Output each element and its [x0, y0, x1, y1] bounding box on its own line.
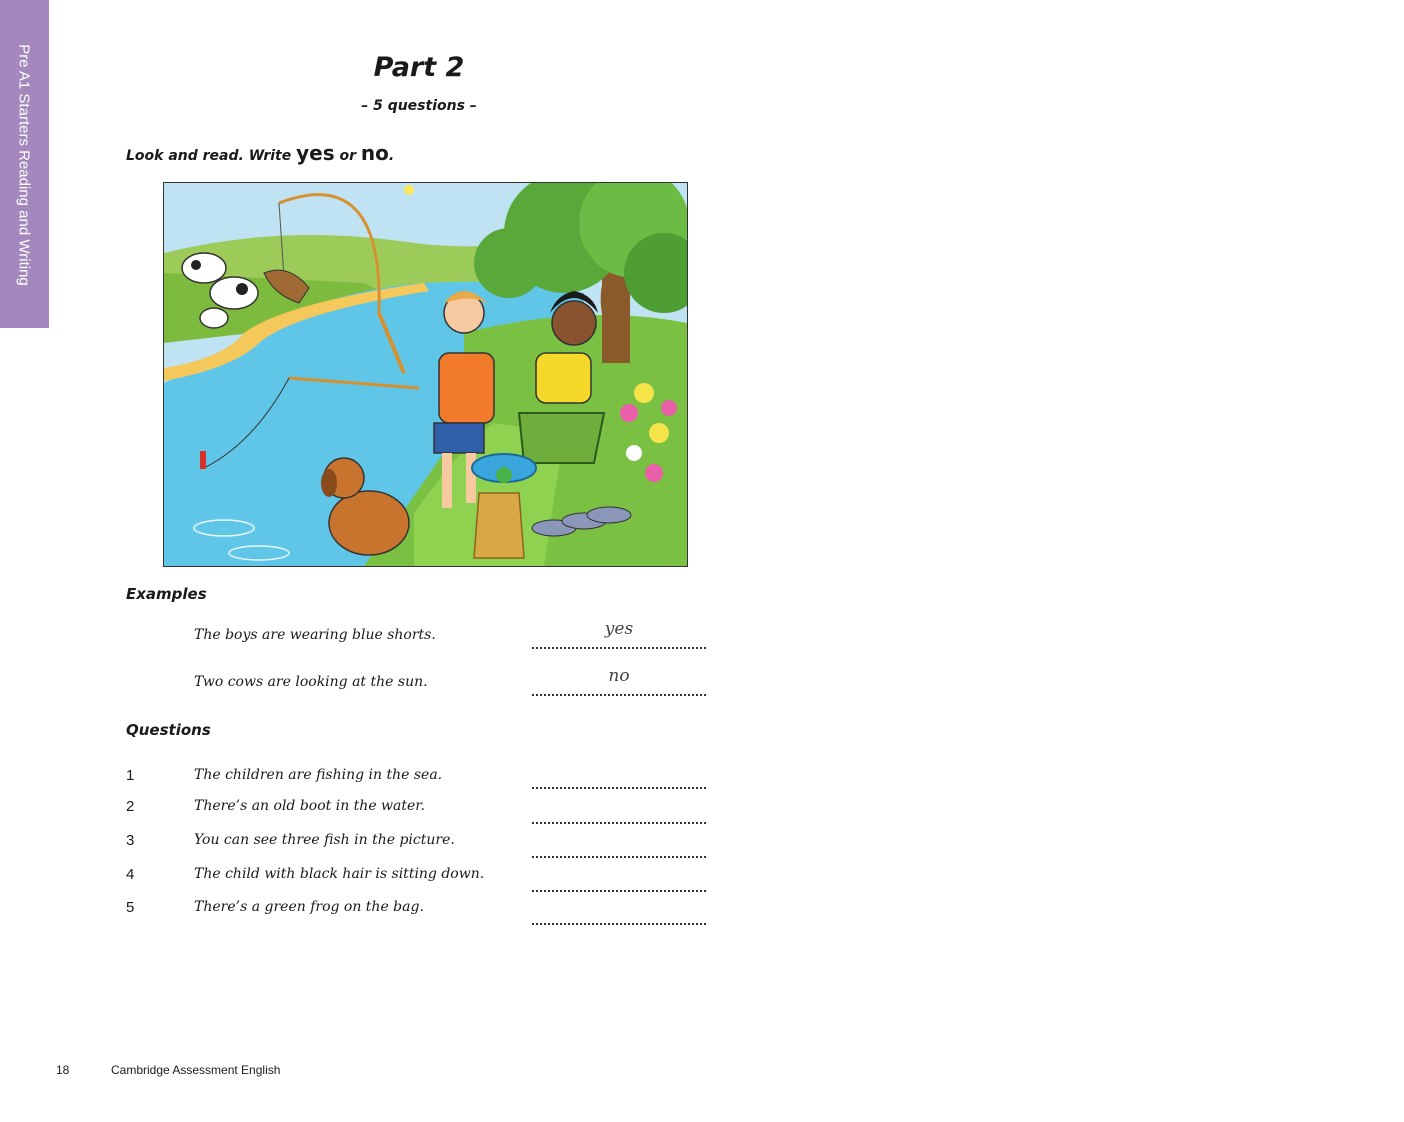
instruction-prefix: Look and read. Write	[126, 148, 297, 164]
question-number: 5	[126, 899, 135, 916]
question-row	[126, 767, 708, 791]
question-text: There’s an old boot in the water.	[194, 798, 425, 814]
footer-organisation: Cambridge Assessment English	[111, 1063, 281, 1077]
side-tab	[0, 0, 49, 328]
instruction-middle: or	[334, 148, 361, 164]
question-number: 4	[126, 866, 135, 883]
example-row	[126, 666, 708, 698]
question-row	[126, 832, 708, 856]
example-answer-line	[532, 666, 706, 696]
question-number: 1	[126, 767, 135, 784]
answer-field[interactable]	[532, 806, 706, 824]
answer-field[interactable]	[532, 840, 706, 858]
question-row	[126, 798, 708, 822]
example-text: The boys are wearing blue shorts.	[194, 627, 436, 643]
page-number: 18	[56, 1063, 70, 1077]
question-text: The child with black hair is sitting down.	[194, 866, 485, 882]
question-number: 2	[126, 798, 135, 815]
example-answer: no	[608, 666, 630, 686]
example-text: Two cows are looking at the sun.	[194, 674, 428, 690]
question-text: The children are fishing in the sea.	[194, 767, 443, 783]
example-answer: yes	[604, 619, 634, 639]
example-answer-line	[532, 619, 706, 649]
answer-field[interactable]	[532, 874, 706, 892]
question-row	[126, 866, 708, 890]
question-text: You can see three fish in the picture.	[194, 832, 455, 848]
answer-field[interactable]	[532, 771, 706, 789]
page-title: Part 2	[373, 52, 465, 83]
question-text: There’s a green frog on the bag.	[194, 899, 424, 915]
page-subtitle: – 5 questions –	[361, 98, 477, 114]
fishing-scene-illustration	[163, 182, 688, 567]
answer-field[interactable]	[532, 907, 706, 925]
instruction	[126, 141, 394, 165]
instruction-word-no: no	[360, 141, 389, 165]
question-row	[126, 899, 708, 923]
instruction-word-yes: yes	[296, 141, 335, 165]
questions-heading: Questions	[126, 721, 211, 739]
examples-heading: Examples	[126, 585, 207, 603]
question-number: 3	[126, 832, 135, 849]
example-row	[126, 619, 708, 651]
instruction-suffix: .	[388, 148, 395, 164]
side-tab-label: Pre A1 Starters Reading and Writing	[15, 44, 33, 286]
